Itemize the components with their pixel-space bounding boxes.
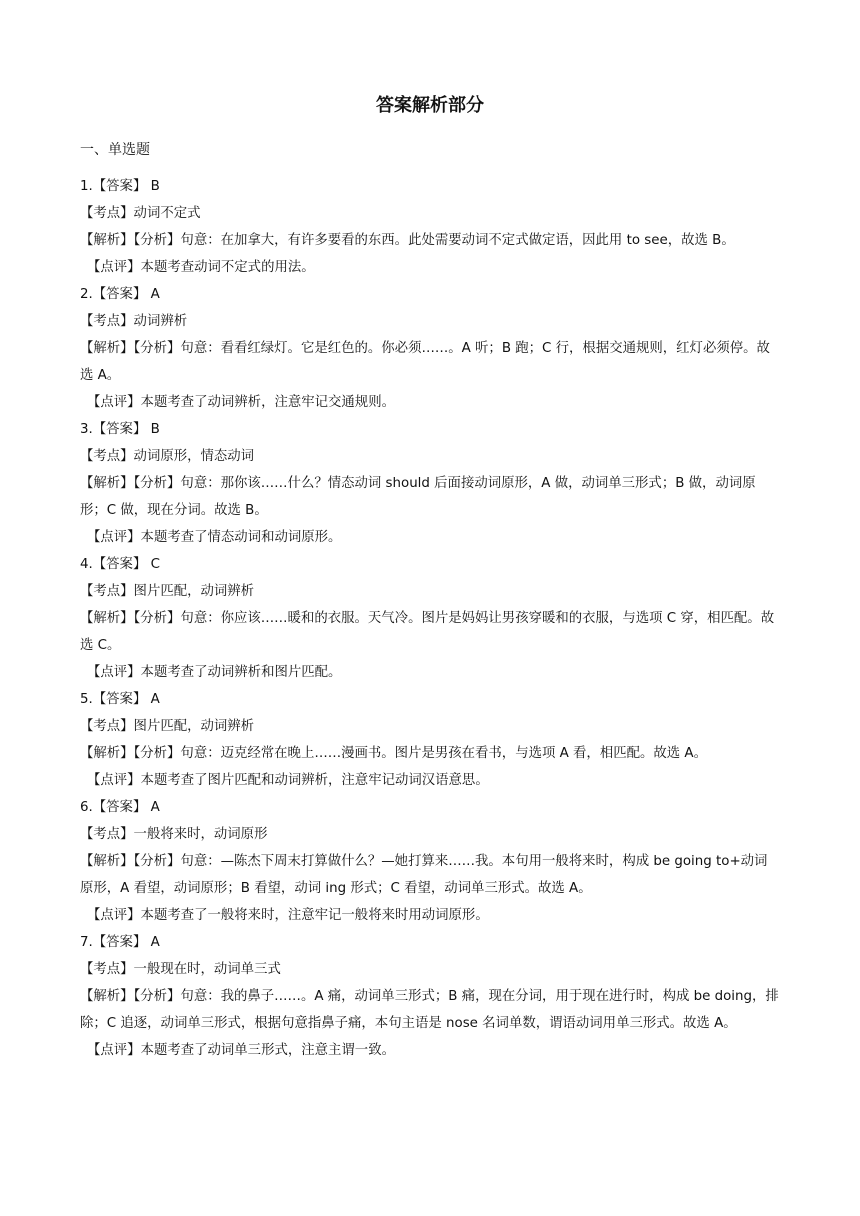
analysis-paragraph: 【解析】【分析】句意：—陈杰下周末打算做什么？—她打算来……我。本句用一般将来时，构成 be going to+动词原形，A 看望，动词原形；B 看望，动词 ing 形式；C 看望，动词单三形式。故选 A。 (80, 854, 768, 896)
knowledge-point-line: 【考点】动词不定式 (80, 206, 201, 221)
comment-line: 【点评】本题考查了一般将来时，注意牢记一般将来时用动词原形。 (87, 908, 489, 923)
answer-line: 3.【答案】 B (80, 422, 160, 437)
analysis-paragraph: 【解析】【分析】句意：那你该……什么？情态动词 should 后面接动词原形，A 做，动词单三形式；B 做，动词原形；C 做，现在分词。故选 B。 (80, 476, 756, 518)
answer-item (80, 551, 780, 686)
comment-line: 【点评】本题考查了动词辨析，注意牢记交通规则。 (87, 395, 395, 410)
analysis-paragraph: 【解析】【分析】句意：我的鼻子……。A 痛，动词单三形式；B 痛，现在分词，用于现在进行时，构成 be doing，排除；C 追逐，动词单三形式，根据句意指鼻子痛，本句主语是 nose 名词单数，谓语动词用单三形式。故选 A。 (80, 989, 779, 1031)
analysis-paragraph: 【解析】【分析】句意：你应该……暖和的衣服。天气冷。图片是妈妈让男孩穿暖和的衣服，与选项 C 穿，相匹配。故选 C。 (80, 611, 775, 653)
section-heading: 一、单选题 (80, 142, 150, 158)
knowledge-point-line: 【考点】一般将来时，动词原形 (80, 827, 268, 842)
answer-line: 1.【答案】 B (80, 179, 160, 194)
knowledge-point-line: 【考点】图片匹配，动词辨析 (80, 584, 255, 599)
answer-line: 2.【答案】 A (80, 287, 160, 302)
comment-line: 【点评】本题考查了情态动词和动词原形。 (87, 530, 342, 545)
answer-item (80, 686, 780, 794)
analysis-paragraph: 【解析】【分析】句意：看看红绿灯。它是红色的。你必须……。A 听；B 跑；C 行，根据交通规则，红灯必须停。故选 A。 (80, 341, 770, 383)
answer-line: 7.【答案】 A (80, 935, 160, 950)
analysis-paragraph: 【解析】【分析】句意：在加拿大，有许多要看的东西。此处需要动词不定式做定语，因此用 to see，故选 B。 (80, 233, 735, 248)
knowledge-point-line: 【考点】动词原形，情态动词 (80, 449, 255, 464)
answer-line: 6.【答案】 A (80, 800, 160, 815)
comment-line: 【点评】本题考查动词不定式的用法。 (87, 260, 315, 275)
knowledge-point-line: 【考点】一般现在时，动词单三式 (80, 962, 281, 977)
knowledge-point-line: 【考点】图片匹配，动词辨析 (80, 719, 255, 734)
comment-line: 【点评】本题考查了动词单三形式，注意主谓一致。 (87, 1043, 395, 1058)
answer-line: 4.【答案】 C (80, 557, 160, 572)
page-title: 答案解析部分 (376, 95, 484, 116)
answer-line: 5.【答案】 A (80, 692, 160, 707)
answer-item (80, 173, 780, 281)
analysis-paragraph: 【解析】【分析】句意：迈克经常在晚上……漫画书。图片是男孩在看书，与选项 A 看，相匹配。故选 A。 (80, 746, 707, 761)
answer-item (80, 794, 780, 929)
answer-list (80, 173, 780, 1064)
comment-line: 【点评】本题考查了动词辨析和图片匹配。 (87, 665, 342, 680)
comment-line: 【点评】本题考查了图片匹配和动词辨析，注意牢记动词汉语意思。 (87, 773, 489, 788)
answer-item (80, 929, 780, 1064)
knowledge-point-line: 【考点】动词辨析 (80, 314, 188, 329)
answer-item (80, 416, 780, 551)
answer-item (80, 281, 780, 416)
